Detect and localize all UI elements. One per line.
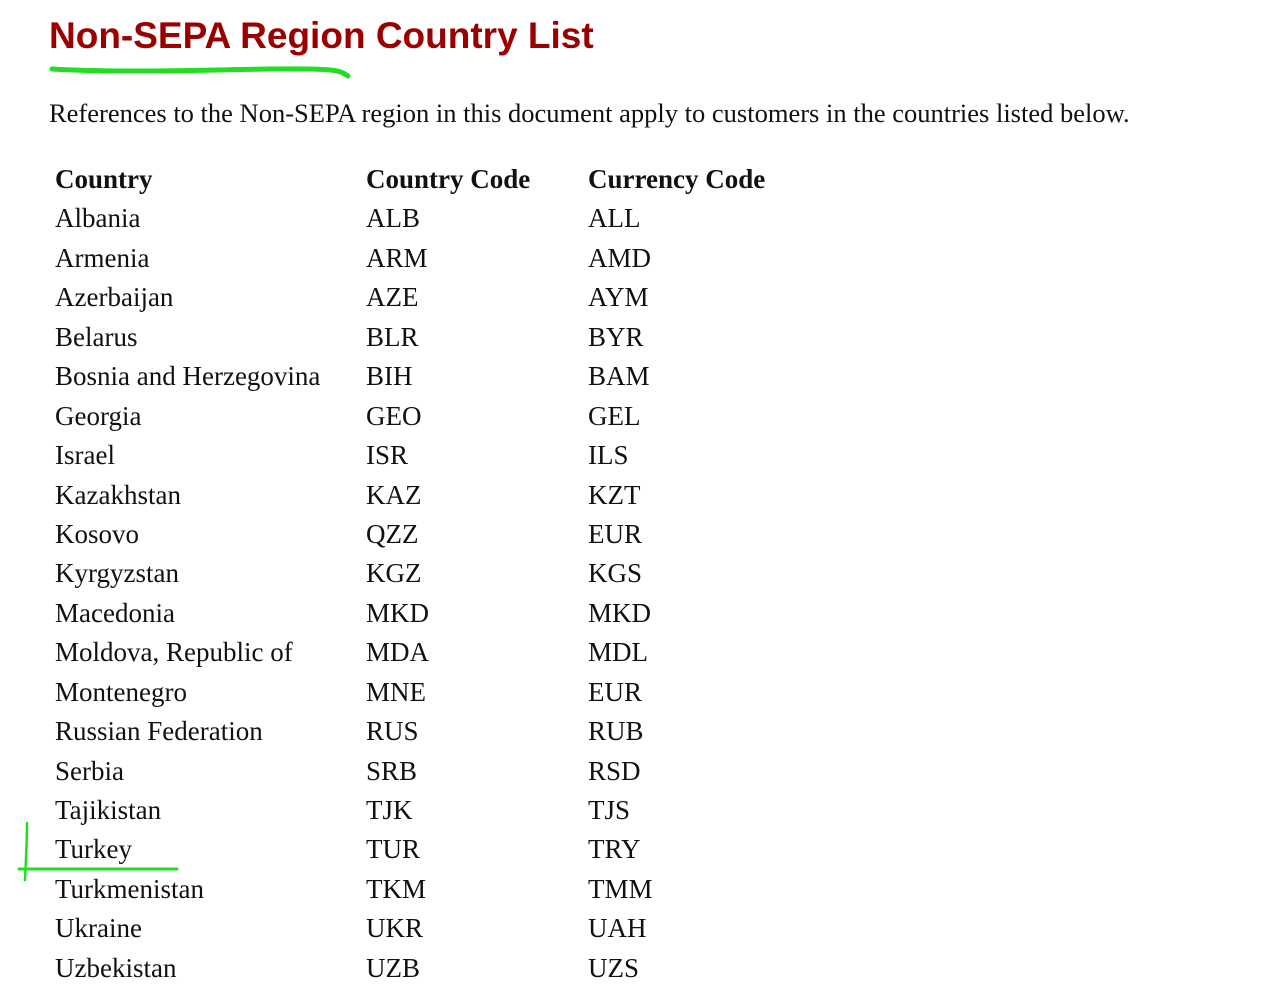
cell-country: Armenia	[55, 242, 150, 273]
cell-currency-code: TMM	[588, 873, 653, 904]
cell-country-code: TUR	[366, 834, 420, 865]
cell-currency-code: MKD	[588, 597, 652, 628]
cell-currency-code: RSD	[588, 755, 641, 786]
cell-country: Turkey	[55, 834, 133, 865]
cell-currency-code: EUR	[588, 518, 642, 549]
cell-currency-code: AMD	[588, 242, 652, 273]
cell-country-code: SRB	[366, 755, 418, 786]
cell-country: Russian Federation	[55, 716, 263, 747]
header-country-code: Country Code	[366, 164, 531, 194]
cell-currency-code: KZT	[588, 479, 641, 510]
cell-country: Georgia	[55, 400, 142, 431]
header-country: Country	[55, 164, 153, 194]
cell-country-code: TKM	[366, 873, 426, 904]
cell-currency-code: ALL	[588, 203, 641, 234]
intro-paragraph: References to the Non-SEPA region in this document apply to customers in the countries listed below.	[49, 98, 1130, 128]
cell-country-code: AZE	[366, 282, 419, 313]
cell-currency-code: KGS	[588, 558, 643, 589]
cell-currency-code: TRY	[588, 834, 641, 865]
cell-country-code: UKR	[366, 913, 424, 944]
cell-country: Montenegro	[55, 676, 187, 707]
cell-currency-code: AYM	[588, 282, 649, 313]
cell-country: Azerbaijan	[55, 282, 174, 313]
cell-country-code: RUS	[366, 716, 419, 747]
cell-country-code: TJK	[366, 795, 413, 825]
cell-country: Israel	[55, 440, 115, 471]
cell-country: Serbia	[55, 755, 124, 786]
cell-currency-code: GEL	[588, 400, 641, 431]
cell-country: Belarus	[55, 321, 138, 352]
cell-country: Albania	[55, 203, 141, 234]
cell-country-code: QZZ	[366, 518, 419, 549]
cell-currency-code: BYR	[588, 321, 644, 352]
cell-currency-code: MDL	[588, 637, 648, 668]
cell-country: Kosovo	[55, 518, 140, 549]
cell-country: Kyrgyzstan	[55, 558, 179, 589]
cell-currency-code: RUB	[588, 716, 644, 747]
cell-country: Tajikistan	[55, 795, 162, 825]
cell-currency-code: BAM	[588, 361, 650, 392]
cell-country-code: ALB	[366, 203, 420, 234]
cell-country-code: BIH	[366, 361, 413, 392]
cell-country: Turkmenistan	[55, 873, 205, 904]
cell-country-code: ARM	[366, 242, 428, 273]
cell-country-code: ISR	[366, 440, 409, 471]
cell-country: Moldova, Republic of	[55, 637, 293, 668]
page-title: Non-SEPA Region Country List	[49, 15, 594, 56]
cell-country-code: MNE	[366, 676, 426, 707]
cell-currency-code: ILS	[588, 440, 629, 471]
cell-currency-code: UAH	[588, 913, 647, 944]
cell-country: Bosnia and Herzegovina	[55, 361, 321, 392]
cell-country-code: KGZ	[366, 558, 422, 589]
cell-country-code: MDA	[366, 637, 430, 668]
title-underline-mark	[52, 69, 348, 76]
cell-country: Macedonia	[55, 597, 175, 628]
cell-country: Uzbekistan	[55, 952, 177, 983]
header-currency-code: Currency Code	[588, 164, 766, 194]
cell-country-code: MKD	[366, 597, 430, 628]
cell-country-code: GEO	[366, 400, 422, 431]
cell-currency-code: UZS	[588, 952, 640, 983]
cell-currency-code: EUR	[588, 676, 642, 707]
cell-country-code: BLR	[366, 321, 419, 352]
cell-currency-code: TJS	[588, 795, 631, 825]
cell-country-code: KAZ	[366, 479, 422, 510]
cell-country: Kazakhstan	[55, 479, 181, 510]
turkey-side-mark	[25, 823, 27, 880]
cell-country: Ukraine	[55, 913, 142, 944]
cell-country-code: UZB	[366, 952, 420, 983]
